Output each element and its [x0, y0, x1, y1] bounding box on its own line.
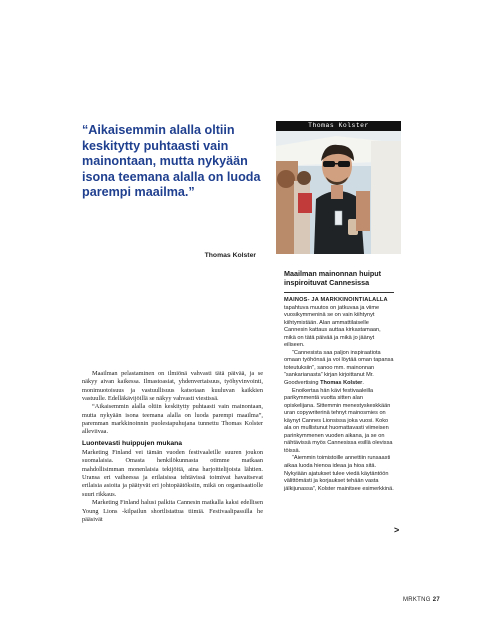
pull-quote-author: Thomas Kolster: [204, 252, 256, 259]
sidebar-title: Maailman mainonnan huiput inspiroituvat Cannesissa: [284, 269, 382, 287]
sidebar-paragraph: Enoikertaa hän kävi festivaaleilla parikymmentä vuotta sitten alan opiskelijana. Sittemmin menestyskeskkään uran copywriterinä tehnyt mainosmies on käynyt Cannes Lionsissa joka vuosi. Koko ala on mullistunut huomattavasti viimeisen parinkymmenen vuoden aikana, ja se on nähtävissä myös Cannesissa esillä olevissa töissä.: [284, 387, 393, 454]
sidebar-text: tapahtuva muutos on jatkuvaa ja viime vuosikymmeninä se on vain kiihtynyt kiihtymistään. Alan ammattilaiselle Cannesin kattaus auttaa kirkastamaan, mikä on tätä päivää ja mikä jo jäänyt eiliseen.: [284, 304, 381, 349]
portrait-photo: [276, 121, 401, 254]
photo-illustration: [276, 121, 401, 254]
pull-quote: “Aikaisemmin alalla oltiin keskitytty puhtaasti vain mainontaan, mutta nykyään isona teemana alalla on luoda parempi maailma.”: [82, 123, 261, 200]
sidebar-paragraph: [284, 297, 394, 350]
section-heading: Luontevasti huippujen mukana: [82, 439, 183, 447]
article-body: [82, 370, 263, 524]
page-number: 27: [432, 597, 440, 603]
continue-arrow-icon: >: [394, 525, 400, 535]
sidebar-box: [284, 270, 394, 493]
magazine-name: MRKTNG: [402, 597, 431, 603]
body-paragraph: “Aikaisemmin alalla oltiin keskitytty puhtaasti vain mainontaan, mutta nykyään isona teemana alalla on luoda parempi maailma”, paremman markkinoinnin puolestapuhujana tunnettu Thomas Kolster alleviivaa.: [82, 403, 263, 436]
sidebar-text: “Cannesista saa paljon inspiraatiota omaan työhönsä ja voi löytää oman tapansa toteutuksiin”, sanoo mm. mainonnan “sankarianasta” kirjan kirjoittanut Mr. Goodvertising: [284, 349, 394, 387]
body-paragraph: Maailman pelastaminen on ilmiönä vahvasti tätä päivää, ja se näkyy aivan kaikessa. Ilmastoasiat, yhdenvertaisuus, työhyvinvointi, monimuotoisuus ja vastuullisuus katsotaan kuuluvan kaikkien vastuulle. Edelläkävijöillä se näkyy vahvasti viestissä.: [82, 370, 263, 403]
sidebar-author: Thomas Kolster: [320, 380, 363, 387]
body-paragraph: Marketing Finland vei tämän vuoden festivaaleille suuren joukon suomalaisia. Omasta henkilökunnasta otimme matkaan mahdollisimman monenlaisia tekijöitä, aina harjoittelijoista lähtien. Uransa eri vaiheessa ja erilaisissa tehtävissä toimivat havaitsevat erilaisia asioita ja päätyvät eri johtopäätöksiin, mikä on organisaatiolle suuri rikkaus.: [82, 449, 263, 498]
body-paragraph: Marketing Finland halusi palkita Cannesin matkalla kaksi edellisen Young Lions -kilpailun shortlistattua tiimiä. Festivaalipassilla he pääsivät: [82, 499, 263, 523]
sidebar-paragraph: “Aiemmin toimistoille annettiin runsaasti aikaa luoda hienoa ideaa ja hioa sitä. Nykyiään ajatukset tulee viedä käytäntöön välittömästi ja korjaukset tehään vasta jälkijunassa”, Kolster mainitsee esimerkkinä.: [284, 455, 394, 492]
sidebar-kicker: MAINOS- JA MARKKINOINTIALALLA: [284, 297, 388, 303]
sidebar-divider: [284, 292, 394, 293]
photo-credit: Thomas Kolster: [276, 121, 401, 131]
sidebar-paragraph: “Cannesista saa paljon inspiraatiota omaan työhönsä ja voi löytää oman tapansa toteutuksiin”, sanoo mm. mainonnan “sankarianasta” kirjan kirjoittanut Mr. Goodvertising Thomas Kolster.: [284, 349, 394, 387]
page-footer: [403, 597, 440, 603]
